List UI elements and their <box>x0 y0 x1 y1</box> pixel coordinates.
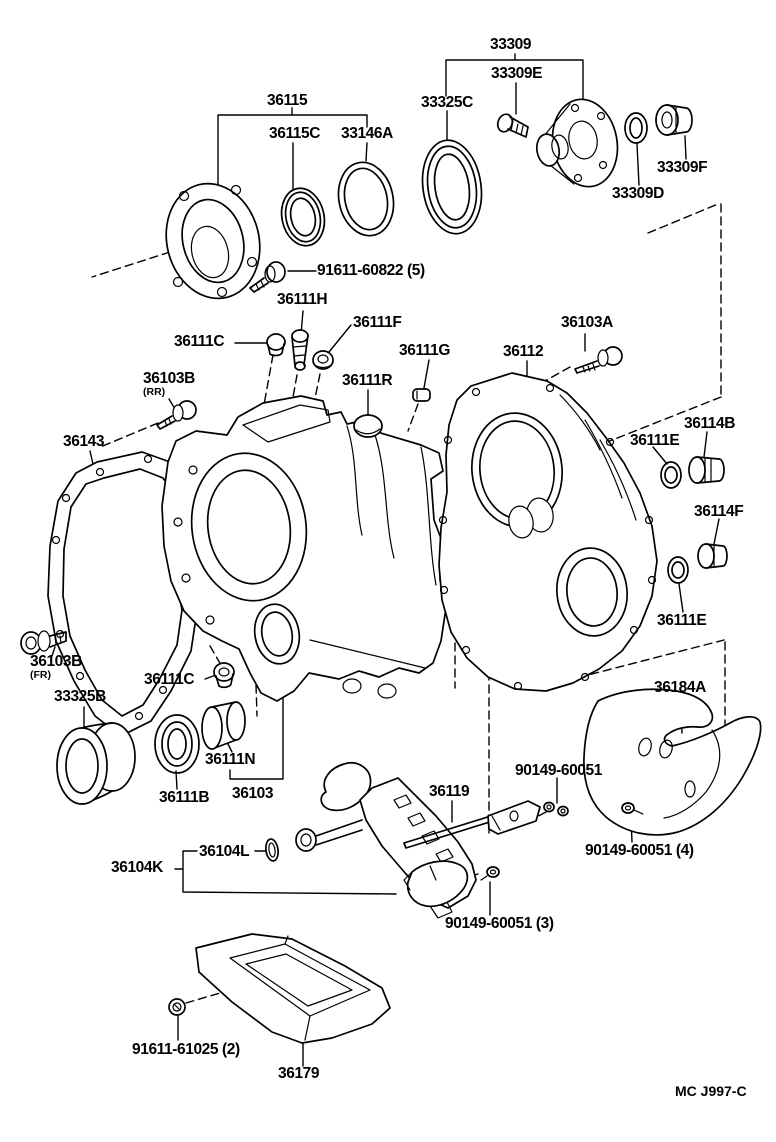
label-36103B-rr: 36103B (RR) <box>143 370 195 398</box>
label-90149-60051-4: 90149-60051 (4) <box>585 842 694 859</box>
part-plug-36111F <box>313 351 333 369</box>
label-36112: 36112 <box>503 343 544 360</box>
label-36104K: 36104K <box>111 859 163 876</box>
part-oring-36104L <box>265 838 280 861</box>
part-plug-36114B <box>689 457 724 483</box>
part-oil-seal-36111E-upper <box>661 462 681 488</box>
part-bolt-33309E <box>495 112 528 137</box>
part-plug-36111C-upper <box>267 334 285 356</box>
label-36103: 36103 <box>232 785 274 802</box>
label-36103B-fr: 36103B (FR) <box>30 653 82 681</box>
label-91611-60822: 91611-60822 (5) <box>317 262 425 279</box>
label-36111H: 36111H <box>277 291 328 308</box>
part-transfer-case-36103 <box>162 396 447 701</box>
part-cap-36111R <box>354 415 382 437</box>
label-36143: 36143 <box>63 433 105 450</box>
part-sleeve-36111N <box>202 702 245 749</box>
label-91611-61025: 91611-61025 (2) <box>132 1041 240 1058</box>
part-oil-seal-33309D <box>625 113 647 143</box>
label-36111C-upper: 36111C <box>174 333 225 350</box>
label-36114F: 36114F <box>694 503 744 520</box>
label-33309F: 33309F <box>657 159 708 176</box>
label-36104L: 36104L <box>199 843 250 860</box>
label-36119: 36119 <box>429 783 470 800</box>
part-front-retainer-36115 <box>154 174 271 309</box>
part-snap-ring-33146A <box>332 157 400 241</box>
part-bolt-36103A <box>575 347 622 373</box>
label-36111E-upper: 36111E <box>630 432 680 449</box>
part-oil-seal-36111B <box>155 715 199 773</box>
part-plug-36111G <box>413 389 430 401</box>
part-oil-seal-36115C <box>276 184 329 249</box>
label-90149-60051: 90149-60051 <box>515 762 602 779</box>
part-nut-36114F <box>698 544 727 568</box>
part-screw-90149-60051-3 <box>481 867 499 880</box>
part-screws-90149-60051 <box>544 803 568 816</box>
label-33146A: 33146A <box>341 125 393 142</box>
label-36111C-lower: 36111C <box>144 671 195 688</box>
label-36179: 36179 <box>278 1065 320 1082</box>
part-shield-36184A <box>584 689 761 835</box>
part-bolt-91611-61025 <box>169 999 185 1015</box>
drawing-code: MC J997-C <box>675 1083 747 1099</box>
part-rear-case-36112 <box>439 373 657 691</box>
label-36114B: 36114B <box>684 415 736 432</box>
label-36115: 36115 <box>267 92 308 109</box>
part-oil-seal-36111E-lower <box>668 557 688 583</box>
label-90149-60051-3: 90149-60051 (3) <box>445 915 554 932</box>
label-36111E-lower: 36111E <box>657 612 707 629</box>
label-36103A: 36103A <box>561 314 613 331</box>
label-36111G: 36111G <box>399 342 451 359</box>
label-36111N: 36111N <box>205 751 256 768</box>
label-36111R: 36111R <box>342 372 393 389</box>
label-36111F: 36111F <box>353 314 402 331</box>
part-breather-36111H <box>292 330 308 370</box>
part-collar-33325B <box>57 723 135 804</box>
part-lock-nut-33309F <box>656 105 692 135</box>
label-36115C: 36115C <box>269 125 321 142</box>
label-33325C: 33325C <box>421 94 473 111</box>
label-36111B: 36111B <box>159 789 210 806</box>
label-33309D: 33309D <box>612 185 664 202</box>
part-oil-seal-33325C <box>417 136 488 237</box>
part-breather-pan-36179 <box>196 934 390 1043</box>
part-plug-36111C-lower <box>214 663 234 687</box>
label-33309E: 33309E <box>491 65 543 82</box>
part-companion-flange-33309 <box>534 94 624 192</box>
label-33325B: 33325B <box>54 688 106 705</box>
part-bolt-36103B-rr <box>157 401 196 429</box>
label-33309: 33309 <box>490 36 532 53</box>
label-36184A: 36184A <box>654 679 706 696</box>
